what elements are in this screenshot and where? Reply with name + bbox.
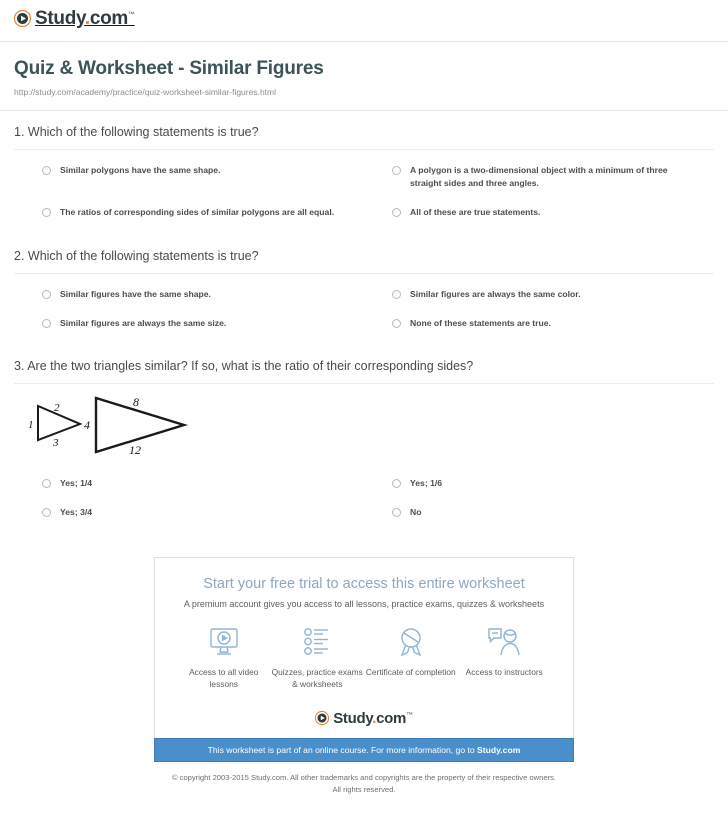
answer-label: Yes; 1/4 [60, 478, 93, 489]
promo-zone [0, 535, 728, 762]
study-logo-promo[interactable] [315, 711, 413, 726]
answer-label: Yes; 1/6 [410, 478, 443, 489]
small-triangle-label-top: 2 [54, 402, 60, 415]
logo-word-com: com [376, 709, 407, 727]
logo-wordmark [333, 711, 413, 726]
answer-option[interactable] [364, 477, 714, 506]
large-triangle-label-bottom: 12 [129, 443, 141, 458]
site-header [0, 0, 728, 32]
answer-option[interactable] [364, 317, 714, 346]
radio-button[interactable] [42, 319, 51, 328]
feature-label: Quizzes, practice exams & worksheets [271, 667, 363, 690]
answer-label: Similar figures have the same shape. [60, 288, 211, 299]
instructor-chat-icon [458, 625, 552, 659]
feature-instructors [458, 625, 552, 690]
radio-button[interactable] [392, 319, 401, 328]
copyright-line-2: All rights reserved. [332, 784, 396, 794]
trademark-symbol: ™ [406, 711, 413, 719]
question-3 [0, 345, 728, 535]
answer-label: Similar polygons have the same shape. [60, 165, 221, 175]
trademark-symbol: ™ [128, 11, 135, 19]
answer-label: Similar figures are always the same color. [410, 288, 581, 299]
play-circle-icon [14, 10, 31, 27]
promo-card [154, 557, 574, 704]
small-triangle-label-left: 1 [28, 419, 34, 432]
study-logo[interactable] [14, 9, 135, 28]
logo-word-study: Study [35, 8, 85, 29]
promo-headline: Start your free trial to access this entire worksheet [203, 576, 525, 593]
answer-label: None of these statements are true. [410, 317, 551, 328]
answer-option[interactable] [364, 206, 714, 235]
feature-video-lessons [177, 625, 271, 690]
feature-certificate [364, 625, 458, 690]
award-ribbon-icon [364, 625, 458, 659]
page-title: Quiz & Worksheet - Similar Figures [14, 58, 324, 79]
large-triangle-label-top: 8 [133, 395, 139, 410]
course-info-bar[interactable] [154, 738, 574, 762]
question-1 [0, 111, 728, 235]
page-footer [0, 762, 728, 795]
two-triangles-figure [14, 384, 714, 463]
checklist-icon [271, 625, 365, 659]
question-2 [0, 235, 728, 346]
radio-button[interactable] [42, 479, 51, 488]
feature-label: Certificate of completion [365, 667, 456, 678]
answer-option[interactable] [364, 506, 714, 535]
answer-option[interactable] [14, 288, 364, 317]
radio-button[interactable] [42, 290, 51, 299]
radio-button[interactable] [392, 479, 401, 488]
promo-logo-row [154, 705, 574, 739]
question-2-prompt: 2. Which of the following statements is true? [14, 248, 259, 263]
small-triangle-label-bottom: 3 [53, 437, 59, 450]
promo-features [169, 609, 559, 694]
answer-option[interactable] [364, 164, 714, 206]
logo-word-study: Study [333, 709, 373, 727]
monitor-play-icon [177, 625, 271, 659]
course-info-text: This worksheet is part of an online course. For more information, go to [207, 745, 478, 756]
question-2-answers [14, 274, 714, 346]
radio-button[interactable] [42, 508, 51, 517]
feature-label: Access to all video lessons [189, 667, 259, 690]
answer-option[interactable] [14, 164, 364, 206]
logo-dot: . [84, 8, 90, 29]
logo-wordmark [35, 9, 135, 28]
answer-label: The ratios of corresponding sides of similar polygons are all equal. [60, 206, 335, 217]
answer-option[interactable] [14, 477, 364, 506]
answer-label: Yes; 3/4 [60, 507, 93, 518]
promo-subhead: A premium account gives you access to all lessons, practice exams, quizzes & worksheets [183, 599, 545, 610]
radio-button[interactable] [392, 208, 401, 217]
free-trial-promo [154, 557, 574, 762]
radio-button[interactable] [42, 166, 51, 175]
question-3-prompt: 3. Are the two triangles similar? If so, what is the ratio of their corresponding sides? [14, 359, 474, 374]
question-3-answers [14, 463, 714, 535]
feature-label: Access to instructors [465, 667, 543, 678]
large-triangle-label-left: 4 [84, 418, 90, 433]
page-url: http://study.com/academy/practice/quiz-worksheet-similar-figures.html [14, 87, 277, 97]
logo-dot: . [372, 709, 377, 727]
radio-button[interactable] [392, 508, 401, 517]
answer-option[interactable] [14, 506, 364, 535]
answer-option[interactable] [14, 317, 364, 346]
answer-option[interactable] [14, 206, 364, 235]
logo-word-com: com [89, 8, 129, 29]
play-circle-icon [315, 711, 329, 725]
radio-button[interactable] [392, 290, 401, 299]
answer-label: All of these are true statements. [410, 206, 541, 217]
answer-label: A polygon is a two-dimensional object with a minimum of three straight sides and three angles. [410, 165, 668, 188]
feature-quizzes [271, 625, 365, 690]
answer-label: Similar figures are always the same size. [60, 317, 227, 328]
question-1-prompt: 1. Which of the following statements is true? [14, 125, 259, 139]
radio-button[interactable] [392, 166, 401, 175]
question-1-answers [14, 150, 714, 235]
radio-button[interactable] [42, 208, 51, 217]
answer-label: No [410, 507, 422, 518]
copyright-line-1: © copyright 2003-2015 Study.com. All other trademarks and copyrights are the property of their respective owners. [171, 773, 557, 783]
worksheet-title-block [0, 42, 728, 97]
answer-option[interactable] [364, 288, 714, 317]
course-info-link[interactable]: Study.com [477, 745, 521, 756]
